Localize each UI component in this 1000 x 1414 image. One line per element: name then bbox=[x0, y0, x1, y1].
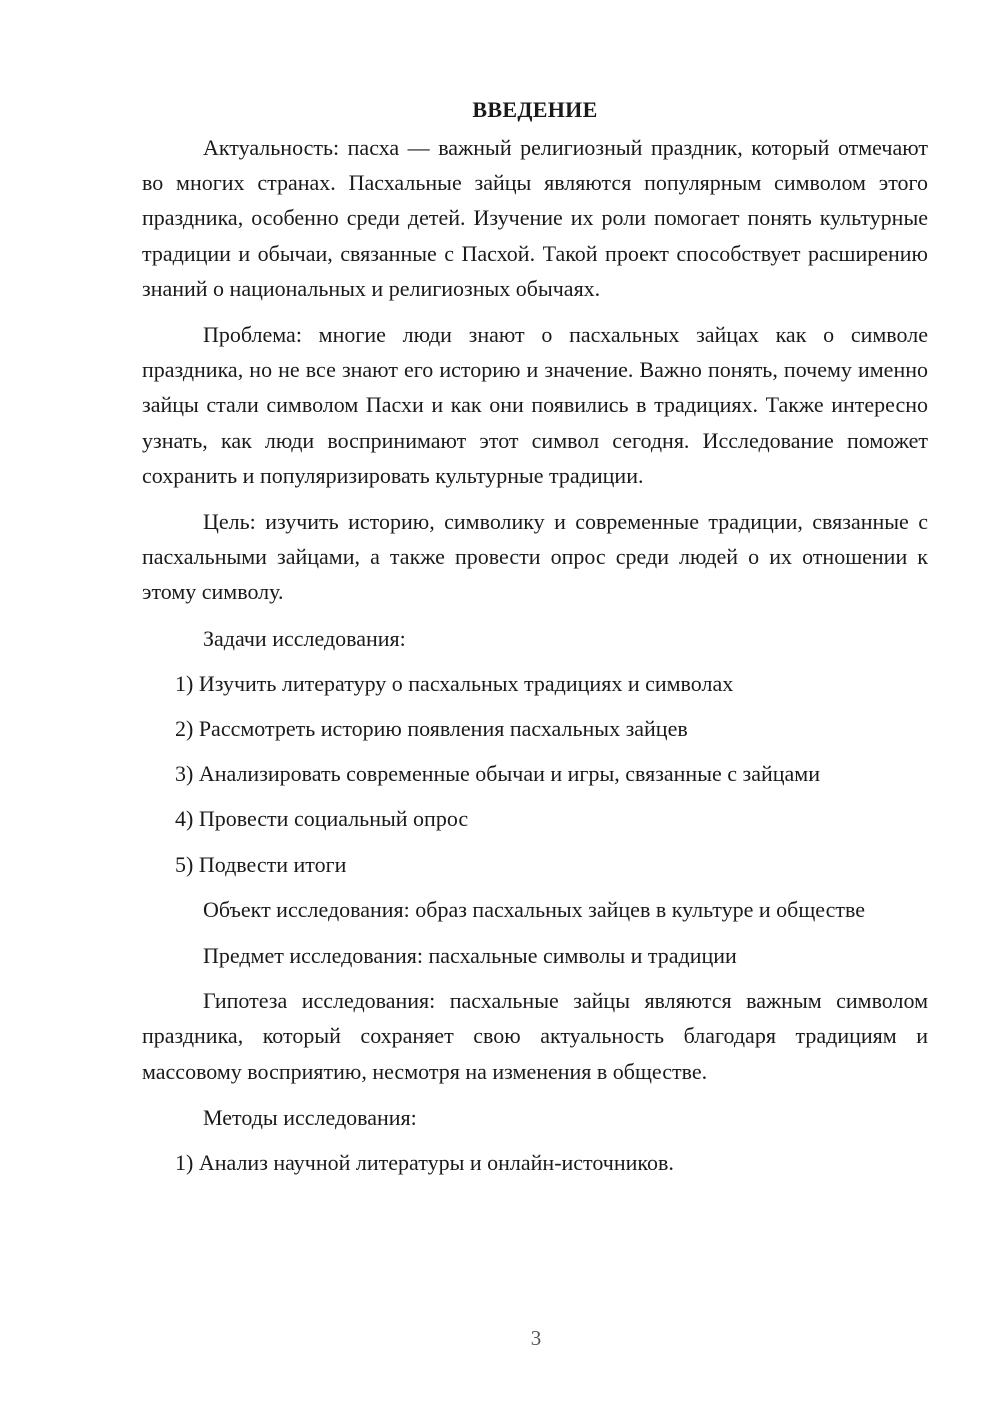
list-item: 1) Анализ научной литературы и онлайн-источников. bbox=[175, 1150, 674, 1176]
subject-paragraph: Предмет исследования: пасхальные символы и традиции bbox=[203, 943, 737, 969]
tasks-heading: Задачи исследования: bbox=[203, 625, 406, 651]
problem-paragraph: Проблема: многие люди знают о пасхальных зайцах как о символе праздника, но не все знают его историю и значение. Важно понять, почему именно зайцы стали символом Пасхи и как они появились в традициях. Также интересно узнать, как люди воспринимают этот символ сегодня. Исследование поможет сохранить и популяризировать культурные традиции. bbox=[142, 322, 928, 488]
list-item: 4) Провести социальный опрос bbox=[175, 806, 469, 832]
goal-paragraph: Цель: изучить историю, символику и современные традиции, связанные с пасхальными зайцами, а также провести опрос среди людей о их отношении к этому символу. bbox=[142, 509, 928, 605]
list-item: 3) Анализировать современные обычаи и игры, связанные с зайцами bbox=[175, 761, 820, 787]
page-number: 3 bbox=[530, 1326, 542, 1350]
methods-list bbox=[142, 1145, 928, 1180]
object-paragraph: Объект исследования: образ пасхальных зайцев в культуре и обществе bbox=[203, 896, 866, 922]
relevance-paragraph: Актуальность: пасха — важный религиозный праздник, который отмечают во многих странах. Пасхальные зайцы являются популярным символом этого праздника, особенно среди детей. Изучение их роли помогает понять культурные традиции и обычаи, связанные с Пасхой. Такой проект способствует расширению знаний о национальных и религиозных обычаях. bbox=[142, 135, 928, 301]
document-page bbox=[142, 90, 928, 1190]
tasks-list bbox=[142, 666, 928, 882]
page-title: ВВЕДЕНИЕ bbox=[472, 97, 598, 122]
list-item: 1) Изучить литературу о пасхальных традициях и символах bbox=[175, 670, 734, 696]
list-item: 2) Рассмотреть историю появления пасхальных зайцев bbox=[175, 716, 688, 742]
methods-heading: Методы исследования: bbox=[203, 1104, 417, 1130]
list-item: 5) Подвести итоги bbox=[175, 851, 347, 877]
hypothesis-paragraph: Гипотеза исследования: пасхальные зайцы являются важным символом праздника, который сохраняет свою актуальность благодаря традициям и массовому восприятию, несмотря на изменения в обществе. bbox=[142, 988, 928, 1084]
